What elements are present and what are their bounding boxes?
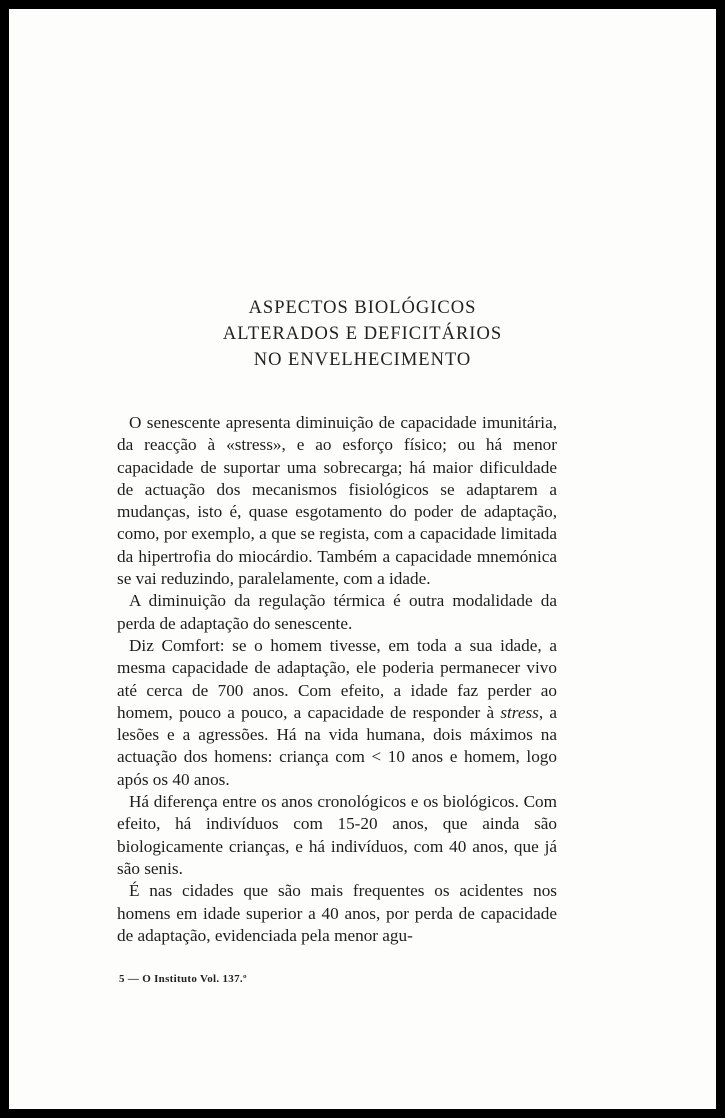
paragraph-3-text-b: , a lesões e a agressões. Há na vida humana, dois máximos na actuação dos homens: criança com < 10 anos e homem, logo após os 40 anos. xyxy=(117,702,557,789)
paragraph-1: O senescente apresenta diminuição de capacidade imunitária, da reacção à «stress», e ao esforço físico; ou há menor capacidade de suportar uma sobrecarga; há maior dificuldade de actuação dos mecanismos fisiológicos se adaptarem a mudanças, isto é, quase esgotamento do poder de adaptação, como, por exemplo, a que se regista, com a capacidade limitada da hipertrofia do miocárdio. Também a capacidade mnemónica se vai reduzindo, paralelamente, com a idade. xyxy=(117,413,557,589)
paragraph-3 xyxy=(117,635,557,791)
title-line-1: ASPECTOS BIOLÓGICOS xyxy=(248,298,477,318)
document-page xyxy=(9,9,716,1109)
title-line-3: NO ENVELHECIMENTO xyxy=(253,350,472,370)
title-line-2: ALTERADOS E DEFICITÁRIOS xyxy=(222,324,503,344)
paragraph-5: É nas cidades que são mais frequentes os acidentes nos homens em idade superior a 40 anos, por perda de capacidade de adaptação, evidenciada pela menor agu- xyxy=(117,881,557,945)
page-footer: 5 — O Instituto Vol. 137.º xyxy=(119,973,247,985)
paragraph-4: Há diferença entre os anos cronológicos e os biológicos. Com efeito, há indivíduos com 15-20 anos, que ainda são biologicamente crianças, e há indivíduos, com 40 anos, que já são senis. xyxy=(117,792,557,878)
paragraph-2: A diminuição da regulação térmica é outra modalidade da perda de adaptação do senescente. xyxy=(117,591,557,633)
article-title xyxy=(9,295,716,373)
paragraph-3-text-a: Diz Comfort: se o homem tivesse, em toda a sua idade, a mesma capacidade de adaptação, ele poderia permanecer vivo até cerca de 700 anos. Com efeito, a idade faz perder ao homem, pouco a pouco, a capacidade de responder à xyxy=(117,635,557,722)
article-body xyxy=(117,412,557,947)
paragraph-3-emphasis: stress xyxy=(500,702,539,722)
